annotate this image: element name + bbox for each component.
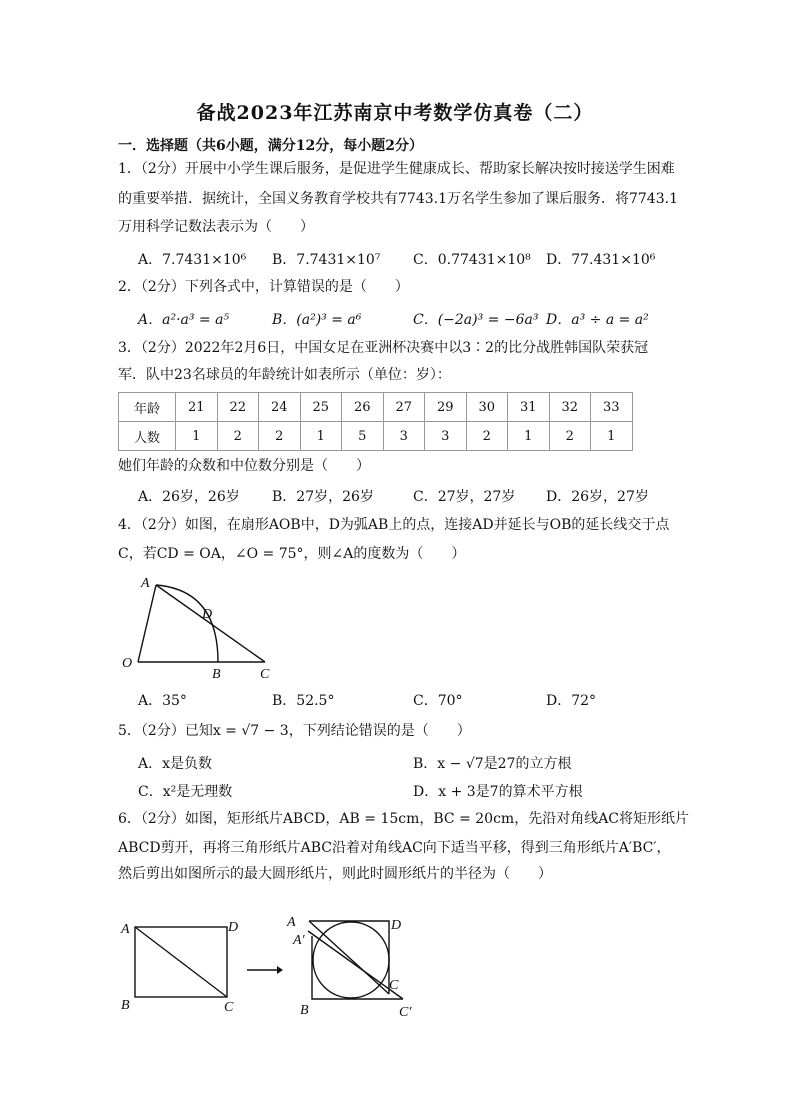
- q1-line2: 的重要举措．据统计，全国义务教育学校共有7743.1万名学生参加了课后服务．将7743.1: [118, 191, 678, 207]
- segment-oa: [138, 585, 156, 662]
- q3-option-c[interactable]: C．27岁，27岁: [413, 489, 516, 505]
- q1-option-d[interactable]: D．77.431×10⁶: [546, 252, 656, 268]
- segment-ac: [156, 585, 265, 662]
- label-b: B: [300, 1003, 309, 1018]
- count-cell: 5: [342, 422, 384, 451]
- age-cell: 24: [259, 393, 301, 422]
- q5-option-d[interactable]: D．x + 3是7的算术平方根: [413, 784, 583, 800]
- age-cell: 31: [508, 393, 550, 422]
- q2-option-a[interactable]: A．a²·a³ = a⁵: [138, 312, 230, 328]
- q4-option-d[interactable]: D．72°: [546, 693, 597, 709]
- q4-option-a[interactable]: A．35°: [138, 693, 187, 709]
- age-cell: 25: [300, 393, 342, 422]
- age-cell: 21: [176, 393, 218, 422]
- age-cell: 22: [217, 393, 259, 422]
- count-cell: 1: [508, 422, 550, 451]
- section-heading: 一．选择题（共6小题，满分12分，每小题2分）: [118, 138, 423, 154]
- count-cell: 2: [549, 422, 591, 451]
- age-cell: 33: [591, 393, 633, 422]
- q4-option-c[interactable]: C．70°: [413, 693, 463, 709]
- q5-stem: 5．（2分）已知x = √7 − 3，下列结论错误的是（ ）: [118, 723, 471, 739]
- q6-line3: 然后剪出如图所示的最大圆形纸片，则此时圆形纸片的半径为（ ）: [118, 866, 552, 882]
- q1-option-c[interactable]: C．0.77431×10⁸: [413, 252, 531, 268]
- arrow-right-icon: [245, 964, 285, 976]
- count-cell: 1: [300, 422, 342, 451]
- q6-line2: ABCD剪开，再将三角形纸片ABC沿着对角线AC向下适当平移，得到三角形纸片A′BC′，: [118, 840, 671, 856]
- count-cell: 1: [176, 422, 218, 451]
- label-a: A: [121, 922, 130, 937]
- count-cell: 2: [466, 422, 508, 451]
- q3-line1: 3．（2分）2022年2月6日，中国女足在亚洲杯决赛中以3∶2的比分战胜韩国队荣获冠: [118, 340, 649, 356]
- label-c: C: [224, 1000, 234, 1015]
- label-b: B: [212, 667, 221, 682]
- age-table: [118, 392, 633, 451]
- diagonal-ac: [135, 927, 227, 997]
- label-d: D: [202, 607, 213, 622]
- sector-figure: [118, 570, 288, 685]
- q2-option-d[interactable]: D．a³ ÷ a = a²: [546, 312, 649, 328]
- table-header-count: 人数: [119, 422, 176, 451]
- q1-option-b[interactable]: B．7.7431×10⁷: [272, 252, 381, 268]
- q2-option-b[interactable]: B．(a²)³ = a⁶: [272, 312, 362, 328]
- q1-line3: 万用科学记数法表示为（ ）: [118, 219, 314, 235]
- q4-line2: C，若CD = OA，∠O = 75°，则∠A的度数为（ ）: [118, 546, 466, 562]
- count-cell: 1: [591, 422, 633, 451]
- q5-option-b[interactable]: B．x − √7是27的立方根: [413, 756, 572, 772]
- q2-option-c[interactable]: C．(−2a)³ = −6a³: [413, 312, 539, 328]
- table-header-age: 年龄: [119, 393, 176, 422]
- label-c: C: [389, 978, 399, 993]
- q1-option-a[interactable]: A．7.7431×10⁶: [138, 252, 247, 268]
- q3-line2: 军．队中23名球员的年龄统计如表所示（单位：岁）：: [118, 367, 451, 383]
- age-cell: 27: [383, 393, 425, 422]
- age-cell: 32: [549, 393, 591, 422]
- q3-option-a[interactable]: A．26岁，26岁: [138, 489, 240, 505]
- label-c: C: [260, 667, 270, 682]
- q3-option-d[interactable]: D．26岁，27岁: [546, 489, 649, 505]
- circle-figure: [285, 908, 430, 1023]
- page-title: 备战2023年江苏南京中考数学仿真卷（二）: [196, 102, 594, 124]
- label-o: O: [122, 656, 133, 671]
- q4-line1: 4．（2分）如图，在扇形AOB中，D为弧AB上的点，连接AD并延长与OB的延长线交于点: [118, 517, 670, 533]
- count-cell: 2: [217, 422, 259, 451]
- label-b: B: [121, 998, 130, 1013]
- q3-option-b[interactable]: B．27岁，26岁: [272, 489, 374, 505]
- arc-ab: [156, 585, 218, 662]
- rectangle-figure: [115, 912, 245, 1017]
- age-cell: 29: [425, 393, 467, 422]
- q5-option-c[interactable]: C．x²是无理数: [138, 784, 233, 800]
- table-row-ages: [119, 393, 633, 422]
- label-a: A: [141, 576, 150, 591]
- count-cell: 2: [259, 422, 301, 451]
- q2-stem: 2．（2分）下列各式中，计算错误的是（ ）: [118, 279, 409, 295]
- label-c-prime: C′: [399, 1005, 412, 1020]
- label-a: A: [287, 915, 296, 930]
- label-d: D: [391, 918, 402, 933]
- age-cell: 26: [342, 393, 384, 422]
- label-d: D: [228, 920, 239, 935]
- age-cell: 30: [466, 393, 508, 422]
- q1-line1: 1．（2分）开展中小学生课后服务，是促进学生健康成长、帮助家长解决按时接送学生困难: [118, 161, 675, 177]
- q6-line1: 6．（2分）如图，矩形纸片ABCD，AB = 15cm，BC = 20cm，先沿对角线AC将矩形纸片: [118, 811, 690, 827]
- q3-after: 她们年龄的众数和中位数分别是（ ）: [118, 458, 370, 474]
- count-cell: 3: [425, 422, 467, 451]
- count-cell: 3: [383, 422, 425, 451]
- label-a-prime: A′: [293, 933, 305, 948]
- table-row-counts: [119, 422, 633, 451]
- q5-option-a[interactable]: A．x是负数: [138, 756, 213, 772]
- q4-option-b[interactable]: B．52.5°: [272, 693, 335, 709]
